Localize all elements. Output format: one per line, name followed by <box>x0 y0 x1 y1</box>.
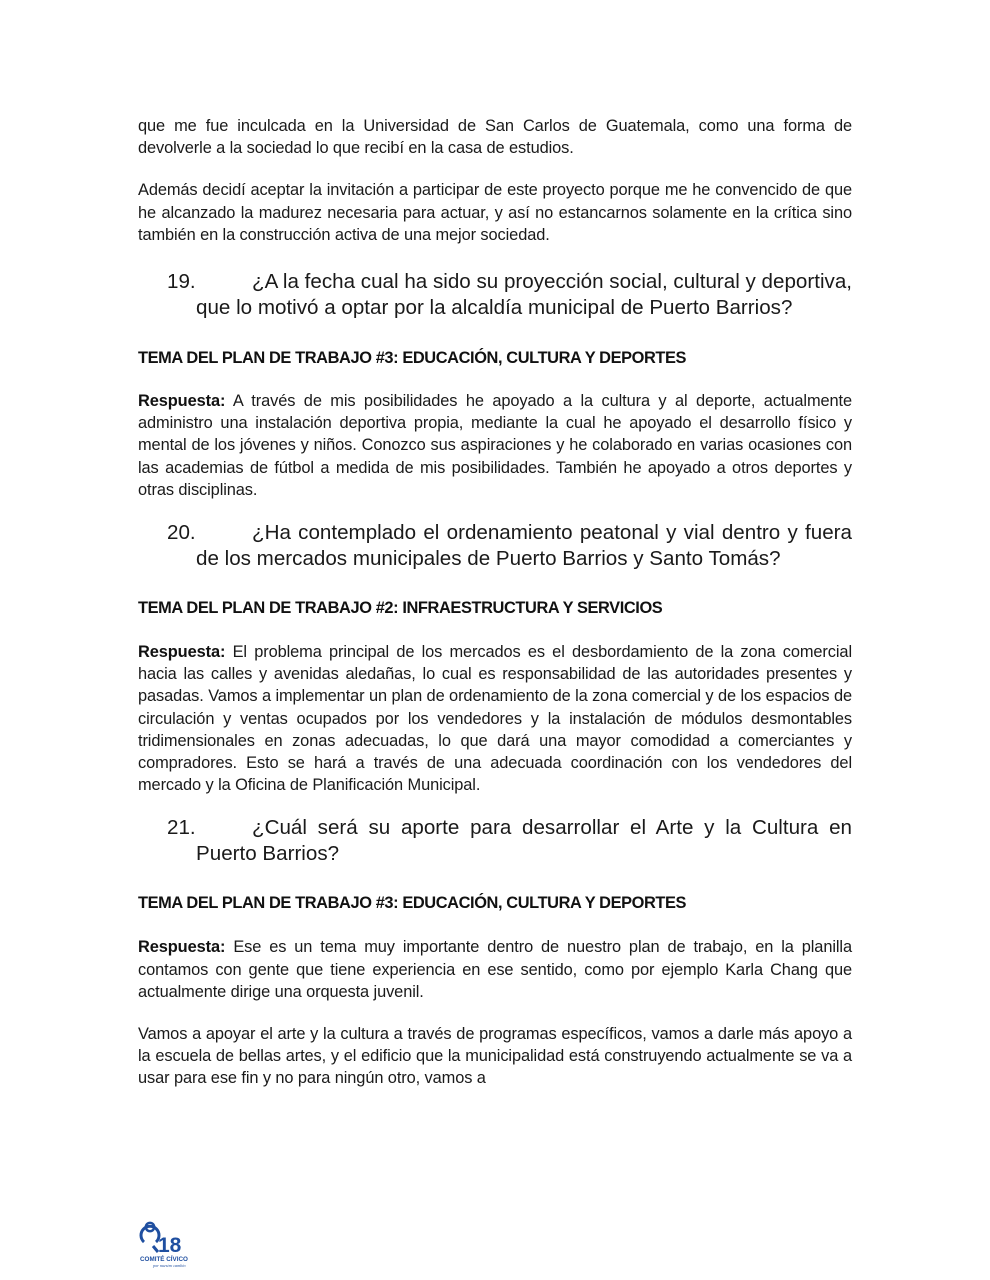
topic-heading: TEMA DEL PLAN DE TRABAJO #3: EDUCACIÓN, CULTURA Y DEPORTES <box>138 894 687 913</box>
question-text: ¿Ha contemplado el ordenamiento peatonal y vial dentro y fuera de los mercados municipales de Puerto Barrios y Santo Tomás? <box>196 521 852 571</box>
answer-continuation-paragraph: Vamos a apoyar el arte y la cultura a través de programas específicos, vamos a darle más apoyo a la escuela de bellas artes, y el edificio que la municipalidad está construyendo actualmente se va a usar para ese fin y no para ningún otro, vamos a <box>138 1025 852 1088</box>
answer-paragraph <box>138 390 852 501</box>
answer-label: Respuesta: <box>138 938 226 957</box>
answer-text: El problema principal de los mercados es el desbordamiento de la zona comercial hacia las calles y avenidas aledañas, lo cual es responsabilidad de las autoridades presentes y pasadas. Vamos a implementar un plan de ordenamiento de la zona comercial y de los espacios de circulación y ventas ocupados por los vendedores y la instalación de módulos desmontables tridimensionales en zonas adecuadas, lo que dará una mayor comodidad a comerciantes y compradores. Esto se hará a través de una adecuada coordinación con los vendedores del mercado y la Oficina de Planificación Municipal. <box>138 643 852 795</box>
answer-text: A través de mis posibilidades he apoyado a la cultura y al deporte, actualmente administro una instalación deportiva propia, mediante la cual he apoyado el desarrollo físico y mental de los jóvenes y niños. Conozco sus aspiraciones y he colaborado en varias ocasiones con las academias de fútbol a medida de mis posibilidades. También he apoyado a otros deportes y otras disciplinas. <box>138 392 852 499</box>
answer-label: Respuesta: <box>138 643 226 662</box>
question-text: ¿Cuál será su aporte para desarrollar el Arte y la Cultura en Puerto Barrios? <box>196 816 852 866</box>
question-19 <box>138 269 852 321</box>
question-text: ¿A la fecha cual ha sido su proyección social, cultural y deportiva, que lo motivó a optar por la alcaldía municipal de Puerto Barrios? <box>196 270 852 320</box>
topic-heading: TEMA DEL PLAN DE TRABAJO #2: INFRAESTRUCTURA Y SERVICIOS <box>138 599 663 618</box>
comite-civico-logo <box>139 1220 193 1268</box>
logo-icon <box>141 1223 159 1252</box>
answer-paragraph <box>138 641 852 796</box>
logo-name: COMITÉ CÍVICO <box>140 1256 188 1263</box>
question-21 <box>138 815 852 867</box>
answer-paragraph <box>138 936 852 1003</box>
answer-label: Respuesta: <box>138 392 226 411</box>
logo-number: 18 <box>158 1234 182 1257</box>
intro-paragraph-2: Además decidí aceptar la invitación a participar de este proyecto porque me he convencido de que he alcanzado la madurez necesaria para actuar, y así no estancarnos solamente en la crítica sino también en la construcción activa de una mejor sociedad. <box>138 181 852 244</box>
topic-heading: TEMA DEL PLAN DE TRABAJO #3: EDUCACIÓN, CULTURA Y DEPORTES <box>138 349 687 368</box>
question-number: 20. <box>167 521 196 545</box>
logo-tagline: por nuestro cambio <box>153 1263 186 1268</box>
question-number: 21. <box>167 816 196 840</box>
question-number: 19. <box>167 270 196 294</box>
answer-text: Ese es un tema muy importante dentro de nuestro plan de trabajo, en la planilla contamos con gente que tiene experiencia en ese sentido, como por ejemplo Karla Chang que actualmente dirige una orquesta juvenil. <box>138 938 852 1001</box>
document-page <box>138 112 852 1090</box>
question-20 <box>138 520 852 572</box>
intro-paragraph-1: que me fue inculcada en la Universidad de San Carlos de Guatemala, como una forma de devolverle a la sociedad lo que recibí en la casa de estudios. <box>138 117 852 158</box>
